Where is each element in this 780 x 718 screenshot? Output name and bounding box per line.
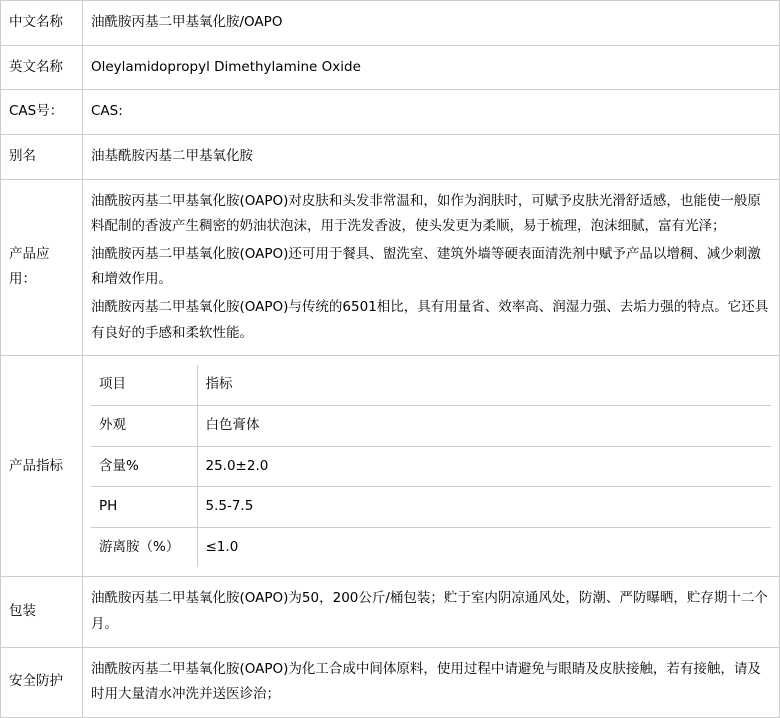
indicators-header-item: 项目 (91, 365, 197, 405)
indicators-cell-appearance-name: 外观 (91, 406, 197, 447)
row-value-application (83, 179, 780, 356)
application-paragraph-2: 油酰胺丙基二甲基氧化胺(OAPO)还可用于餐具、盥洗室、建筑外墙等硬表面清洗剂中赋予产品以增稠、减少刺激和增效作用。 (91, 245, 761, 288)
indicators-row-content (91, 446, 771, 487)
indicators-cell-content-name: 含量% (91, 446, 197, 487)
table-row-english-name (1, 45, 780, 90)
row-label-alias: 别名 (1, 134, 83, 179)
row-label-application: 产品应用： (1, 179, 83, 356)
row-value-cas: CAS: (83, 90, 780, 135)
indicators-row-ph (91, 487, 771, 528)
row-label-packaging: 包装 (1, 577, 83, 647)
indicators-cell-free-amine-value: ≤1.0 (197, 527, 771, 567)
indicators-cell-appearance-value: 白色膏体 (197, 406, 771, 447)
indicators-row-appearance (91, 406, 771, 447)
indicators-cell-free-amine-name: 游离胺（%） (91, 527, 197, 567)
row-value-alias: 油基酰胺丙基二甲基氧化胺 (83, 134, 780, 179)
row-label-cas: CAS号： (1, 90, 83, 135)
indicators-table (91, 365, 771, 567)
indicators-header-row (91, 365, 771, 405)
indicators-row-free-amine (91, 527, 771, 567)
row-value-chinese-name: 油酰胺丙基二甲基氧化胺/OAPO (83, 1, 780, 46)
indicators-cell-ph-value: 5.5-7.5 (197, 487, 771, 528)
table-row-application (1, 179, 780, 356)
row-value-english-name: Oleylamidopropyl Dimethylamine Oxide (83, 45, 780, 90)
application-paragraph-3: 油酰胺丙基二甲基氧化胺(OAPO)与传统的6501相比，具有用量省、效率高、润湿力强、去垢力强的特点。它还具有良好的手感和柔软性能。 (91, 299, 769, 341)
table-row-safety (1, 647, 780, 717)
row-label-english-name: 英文名称 (1, 45, 83, 90)
table-row-cas (1, 90, 780, 135)
table-row-chinese-name (1, 1, 780, 46)
table-row-alias (1, 134, 780, 179)
row-value-safety: 油酰胺丙基二甲基氧化胺(OAPO)为化工合成中间体原料，使用过程中请避免与眼睛及皮肤接触，若有接触，请及时用大量清水冲洗并送医诊治； (83, 647, 780, 717)
row-label-chinese-name: 中文名称 (1, 1, 83, 46)
row-label-indicators: 产品指标 (1, 356, 83, 577)
row-label-safety: 安全防护 (1, 647, 83, 717)
row-value-indicators (83, 356, 780, 577)
table-row-indicators (1, 356, 780, 577)
row-value-packaging: 油酰胺丙基二甲基氧化胺(OAPO)为50，200公斤/桶包装；贮于室内阴凉通风处，防潮、严防曝晒，贮存期十二个月。 (83, 577, 780, 647)
indicators-cell-ph-name: PH (91, 487, 197, 528)
indicators-header-spec: 指标 (197, 365, 771, 405)
indicators-cell-content-value: 25.0±2.0 (197, 446, 771, 487)
table-row-packaging (1, 577, 780, 647)
application-paragraph-1: 油酰胺丙基二甲基氧化胺(OAPO)对皮肤和头发非常温和，如作为润肤时，可赋予皮肤光滑舒适感，也能使一般原料配制的香波产生稠密的奶油状泡沫，用于洗发香波，使头发更为柔顺，易于梳理，泡沫细腻，富有光泽； (91, 192, 761, 235)
